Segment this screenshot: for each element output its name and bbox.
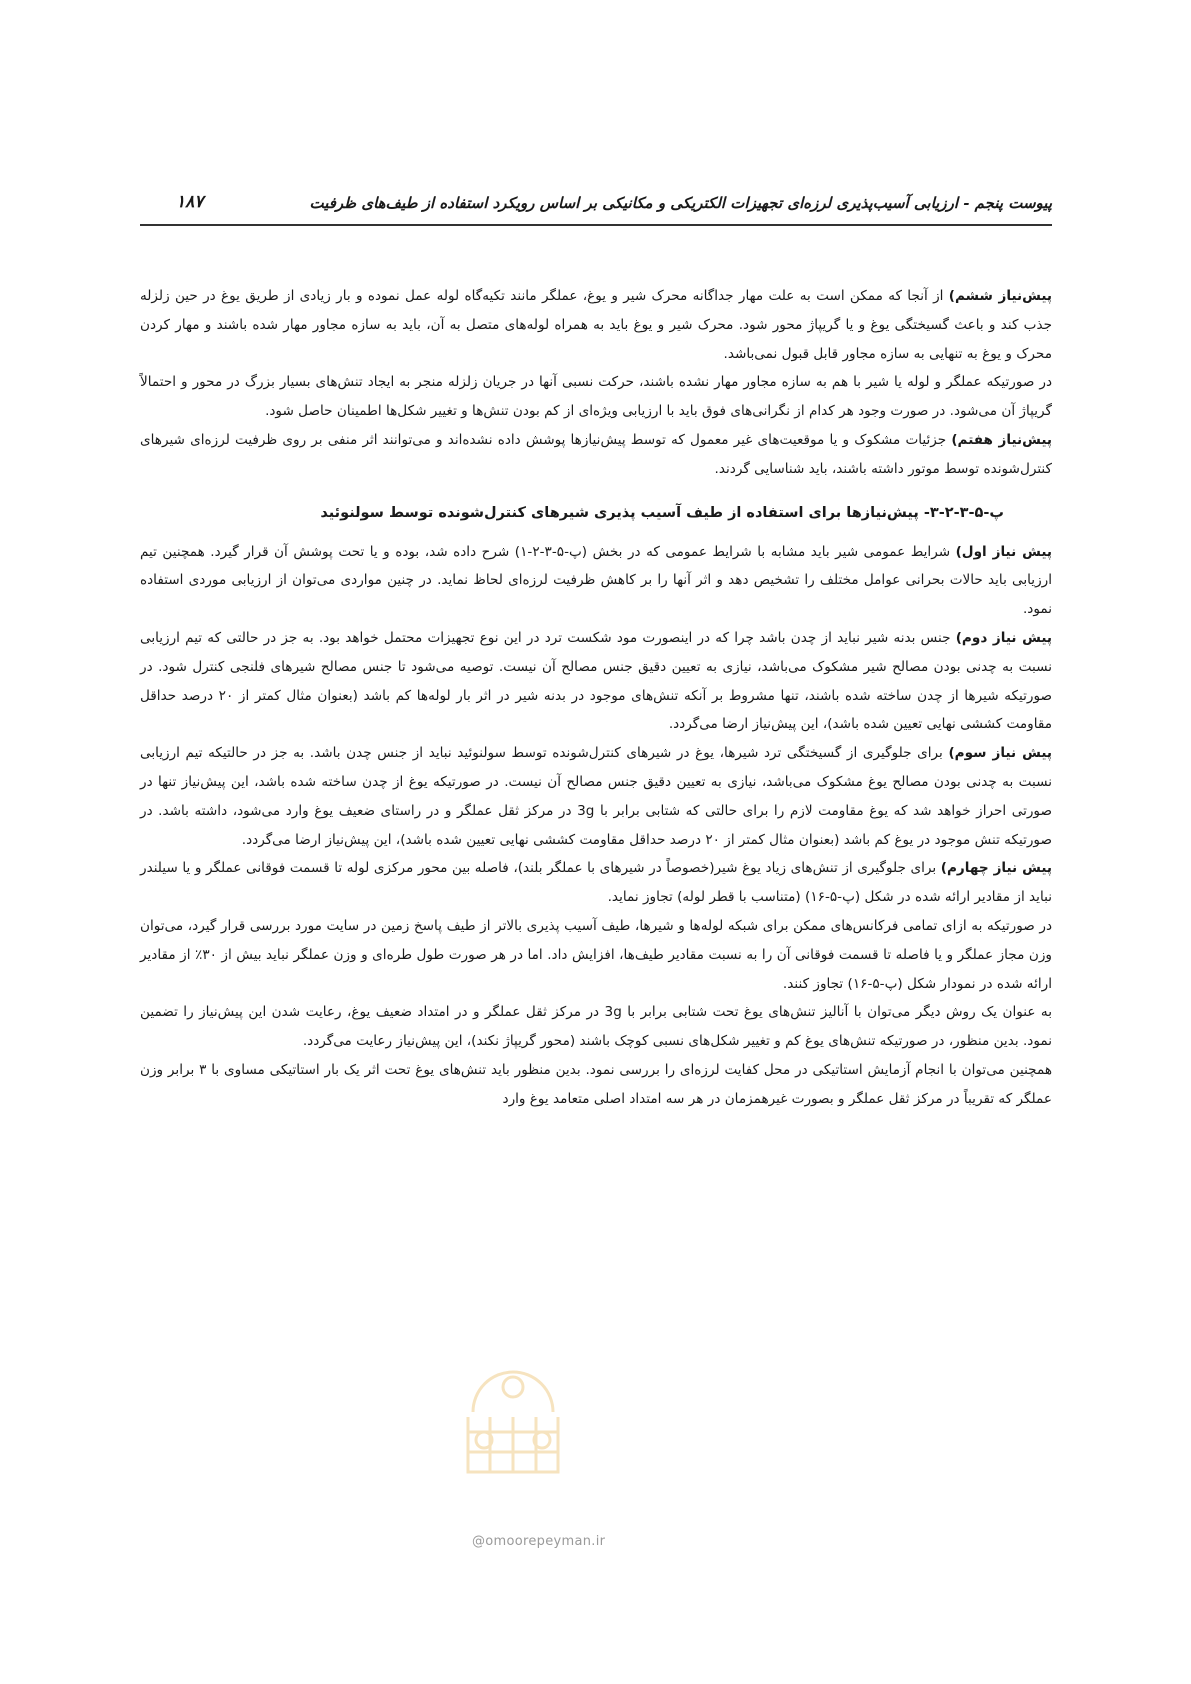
paragraph-stress-analysis — [140, 998, 1052, 1056]
paragraph-text: از آنجا که ممکن است به علت مهار جداگانه محرک شیر و یوغ، عملگر مانند تکیه‌گاه لوله عمل نموده و بار زیادی از طریق یوغ در حین زلزله جذب کند و باعث گسیختگی یوغ و یا گریپاژ محور شود. محرک شیر و یوغ باید به همراه لوله‌های متصل به آن، باید به سازه مجاور مهار شده باشند و مهار کردن محرک و یوغ به تنهایی به سازه مجاور قابل قبول نمی‌باشد. — [140, 288, 1052, 362]
paragraph-lead: پیش‌نیاز هفتم) — [951, 431, 1052, 448]
paragraph-lead: پیش نیاز سوم) — [948, 745, 1052, 762]
paragraph-static-test — [140, 1056, 1052, 1114]
paragraph-text: برای جلوگیری از تنش‌های زیاد یوغ شیر(خصوصاً در شیرهای با عملگر بلند)، فاصله بین محور مرکزی لوله تا قسمت فوقانی عملگر و یا سیلندر نباید از مقادیر ارائه شده در شکل (پ-۵-۱۶) (متناسب با قطر لوله) تجاوز نماید. — [140, 860, 1052, 906]
paragraph-text: جنس بدنه شیر نباید از چدن باشد چرا که در اینصورت مود شکست ترد در این نوع تجهیزات محتمل خواهد بود. به جز در حالتی که تیم ارزیابی نسبت به چدنی بودن مصالح شیر مشکوک می‌باشد، نیازی به تعیین دقیق جنس مصالح آن نیست. توصیه می‌شود تا جنس مصالح شیرهای فلنجی کنترل شود. در صورتیکه شیرها از چدن ساخته شده باشند، تنها مشروط بر آنکه تنش‌های موجود در بدنه شیر در اثر بار لوله‌ها کم باشد (بعنوان مثال کمتر از ۲۰ درصد حداقل مقاومت کششی نهایی تعیین شده باشد)، این پیش‌نیاز ارضا می‌گردد. — [140, 629, 1053, 733]
paragraph-text: به عنوان یک روش دیگر می‌توان با آنالیز تنش‌های یوغ تحت شتابی برابر با 3g در مرکز ثقل عملگر و در امتداد ضعیف یوغ، رعایت شدن این پیش‌نیاز را تضمین نمود. بدین منظور، در صورتیکه تنش‌های یوغ کم و تغییر شکل‌های نسبی کوچک باشند (محور گریپاژ نکند)، این پیش‌نیاز رعایت می‌گردد. — [140, 1004, 1052, 1050]
paragraph-text: برای جلوگیری از گسیختگی ترد شیرها، یوغ در شیرهای کنترل‌شونده توسط سولنوئید نباید از جنس چدن باشد. به جز در حالتیکه تیم ارزیابی نسبت به چدنی بودن مصالح یوغ مشکوک می‌باشد، نیازی به تعیین دقیق جنس مصالح آن نیست. در صورتیکه یوغ از چدن ساخته شده باشد، این پیش‌نیاز تنها در صورتی احراز خواهد شد که یوغ مقاومت لازم را برای حالتی که شتابی برابر با 3g در مرکز ثقل عملگر و در راستای ضعیف یوغ وارد می‌شود، داشته باشد. در صورتیکه تنش موجود در یوغ کم باشد (بعنوان مثال کمتر از ۲۰ درصد حداقل مقاومت کششی نهایی تعیین شده باشد)، این پیش‌نیاز ارضا می‌گردد. — [140, 745, 1052, 848]
paragraph-lead: پیش نیاز اول) — [955, 543, 1052, 560]
paragraph-prereq-4 — [140, 854, 1052, 912]
watermark-logo — [448, 1342, 578, 1492]
paragraph-text: همچنین می‌توان با انجام آزمایش استاتیکی در محل کفایت لرزه‌ای را بررسی نمود. بدین منظور باید تنش‌های یوغ تحت اثر یک بار استاتیکی مساوی با ۳ برابر وزن عملگر که تقریباً در مرکز ثقل عملگر و بصورت غیرهمزمان در هر سه امتداد اصلی متعامد یوغ وارد — [140, 1061, 1052, 1107]
paragraph-prereq-1 — [140, 538, 1052, 624]
watermark-url: @omoorepeyman.ir — [472, 1534, 606, 1549]
paragraph-relative-motion — [140, 368, 1052, 426]
paragraph-lead: پیش‌نیاز ششم) — [948, 288, 1052, 304]
paragraph-text: جزئیات مشکوک و یا موقعیت‌های غیر معمول که توسط پیش‌نیازها پوشش داده نشده‌اند و می‌توانند اثر منفی بر روی ظرفیت لرزه‌ای شیرهای کنترل‌شونده توسط موتور داشته باشند، باید شناسایی گردند. — [140, 431, 1052, 477]
page-header — [140, 190, 1052, 226]
paragraph-spectrum-increase — [140, 912, 1052, 998]
paragraph-prereq-6 — [140, 282, 1052, 368]
paragraph-lead: پیش نیاز چهارم) — [940, 860, 1053, 877]
page-number: ۱۸۷ — [176, 192, 204, 212]
paragraph-prereq-2 — [140, 624, 1052, 739]
paragraph-lead: پیش نیاز دوم) — [955, 629, 1052, 646]
header-divider — [140, 224, 1052, 226]
paragraph-prereq-7 — [140, 426, 1052, 484]
paragraph-text: شرایط عمومی شیر باید مشابه با شرایط عمومی که در بخش (پ-۵-۳-۲-۱) شرح داده شد، بوده و یا تحت پوشش آن قرار گیرد. همچنین تیم ارزیابی باید حالات بحرانی عوامل مختلف را تشخیص دهد و اثر آنها را بر کاهش ظرفیت لرزه‌ای لحاظ نماید. در چنین مواردی می‌توان از ارزیابی موردی استفاده نمود. — [140, 543, 1052, 618]
section-heading: پ-۵-۳-۲-۳- پیش‌نیازها برای استفاده از طیف آسیب پذیری شیرهای کنترل‌شونده توسط سولنوئید — [320, 504, 1004, 521]
page-body — [140, 282, 1052, 1114]
paragraph-text: در صورتیکه به ازای تمامی فرکانس‌های ممکن برای شبکه لوله‌ها و شیرها، طیف آسیب پذیری بالاتر از طیف پاسخ زمین در سایت مورد بررسی قرار گیرد، می‌توان وزن مجاز عملگر و یا فاصله تا قسمت فوقانی آن را به نسبت مقادیر طیف‌ها، افزایش داد. اما در هر صورت طول طره‌ای و وزن عملگر نباید بیش از ۳۰٪ از مقادیر ارائه شده در نمودار شکل (پ-۵-۱۶) تجاوز کنند. — [140, 917, 1052, 992]
running-title: پیوست پنجم - ارزیابی آسیب‌پذیری لرزه‌ای تجهیزات الکتریکی و مکانیکی بر اساس رویکرد استفاده از طیف‌های ظرفیت — [309, 194, 1052, 212]
paragraph-text: در صورتیکه عملگر و لوله یا شیر با هم به سازه مجاور مهار نشده باشند، حرکت نسبی آنها در جریان زلزله منجر به ایجاد تنش‌های بسیار بزرگ در محور و احتمالاً گریپاژ آن می‌شود. در صورت وجود هر کدام از نگرانی‌های فوق باید با ارزیابی ویژه‌ای از کم بودن تنش‌ها و تغییر شکل‌ها اطمینان حاصل شود. — [140, 374, 1052, 420]
paragraph-prereq-3 — [140, 739, 1052, 854]
